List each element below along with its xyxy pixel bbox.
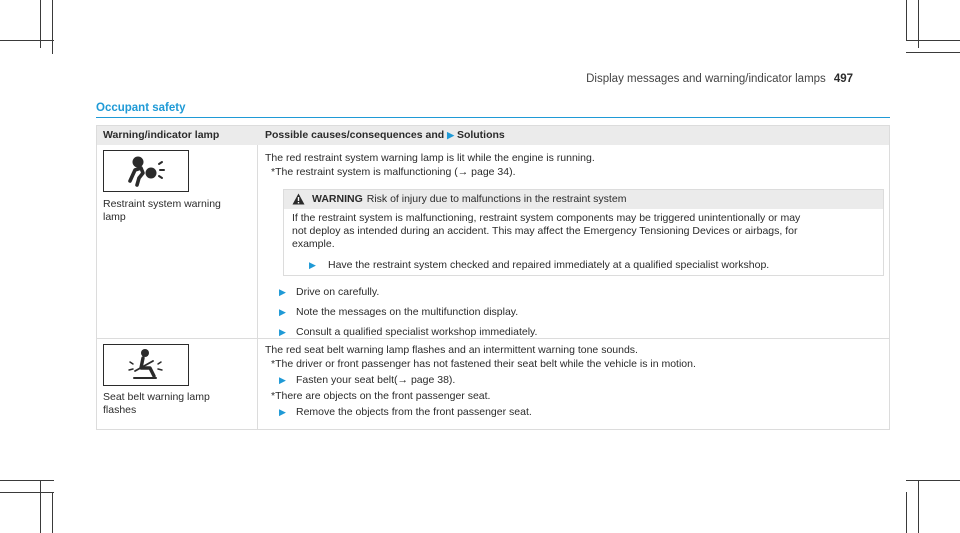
warning-label: WARNING [312, 193, 363, 205]
play-arrow-icon: ▶ [279, 287, 286, 297]
warning-title [312, 193, 626, 205]
warning-body-line: not deploy as intended during an accident. This may affect the Emergency Tensioning Devices or airbags, for [292, 225, 798, 237]
warning-lamp-table [96, 125, 890, 430]
warning-body-line: example. [292, 238, 335, 250]
airbag-warning-icon [103, 150, 189, 192]
seat-belt-warning-icon [103, 344, 189, 386]
header-solutions-prefix: Possible causes/consequences and [265, 129, 445, 141]
row2-cause: *The driver or front passenger has not fastened their seat belt while the vehicle is in motion. [271, 358, 696, 370]
section-divider [96, 117, 890, 118]
play-arrow-icon: ▶ [279, 327, 286, 337]
crop-mark [0, 492, 54, 493]
warning-action: Have the restraint system checked and repaired immediately at a qualified specialist workshop. [328, 259, 770, 271]
crop-mark [906, 40, 960, 41]
lamp-label-restraint [103, 198, 253, 223]
header-lamp-column: Warning/indicator lamp [103, 129, 220, 141]
play-arrow-icon: ▶ [279, 407, 286, 417]
row2-step: Fasten your seat belt(→ page 38). [296, 374, 456, 386]
column-divider [257, 145, 258, 429]
lamp-label-seat-belt [103, 391, 253, 416]
play-arrow-icon: ▶ [309, 260, 316, 270]
table-header [97, 126, 889, 145]
lamp-label-line: Seat belt warning lamp [103, 391, 210, 403]
lamp-label-line: flashes [103, 403, 137, 416]
row1-step: Drive on carefully. [296, 286, 380, 298]
crop-mark [906, 0, 907, 40]
warning-subtitle: Risk of injury due to malfunctions in the restraint system [366, 193, 627, 205]
lamp-label-line: lamp [103, 210, 126, 223]
play-arrow-icon: ▶ [279, 375, 286, 385]
running-header [586, 73, 853, 85]
row1-cause: *The restraint system is malfunctioning (→ page 34). [271, 166, 516, 178]
page-number: 497 [833, 73, 853, 85]
lamp-label-line: Restraint system warning [103, 198, 221, 210]
crop-mark [906, 52, 960, 53]
play-arrow-icon: ▶ [279, 307, 286, 317]
crop-mark [40, 480, 41, 533]
row2-intro: The red seat belt warning lamp flashes and an intermittent warning tone sounds. [265, 344, 638, 356]
warning-notice-header [284, 190, 883, 209]
row1-step: Consult a qualified specialist workshop immediately. [296, 326, 538, 338]
crop-mark [0, 40, 54, 41]
row-divider [97, 338, 889, 339]
warning-body-line: If the restraint system is malfunctioning, restraint system components may be triggered unintentionally or may [292, 212, 801, 224]
crop-mark [0, 480, 54, 481]
warning-triangle-icon [292, 193, 305, 205]
header-solutions-column [265, 129, 505, 141]
crop-mark [52, 0, 53, 54]
crop-mark [52, 492, 53, 533]
warning-notice [283, 189, 884, 276]
row1-intro: The red restraint system warning lamp is lit while the engine is running. [265, 152, 595, 164]
play-arrow-icon: ▶ [447, 130, 455, 140]
section-title: Occupant safety [96, 102, 186, 114]
row2-cause: *There are objects on the front passenger seat. [271, 390, 491, 402]
crop-mark [906, 492, 907, 533]
row2-step: Remove the objects from the front passenger seat. [296, 406, 532, 418]
row1-step: Note the messages on the multifunction display. [296, 306, 519, 318]
crop-mark [918, 480, 919, 533]
running-header-title: Display messages and warning/indicator lamps [586, 73, 826, 85]
header-solutions-suffix: Solutions [456, 129, 505, 141]
crop-mark [906, 480, 960, 481]
